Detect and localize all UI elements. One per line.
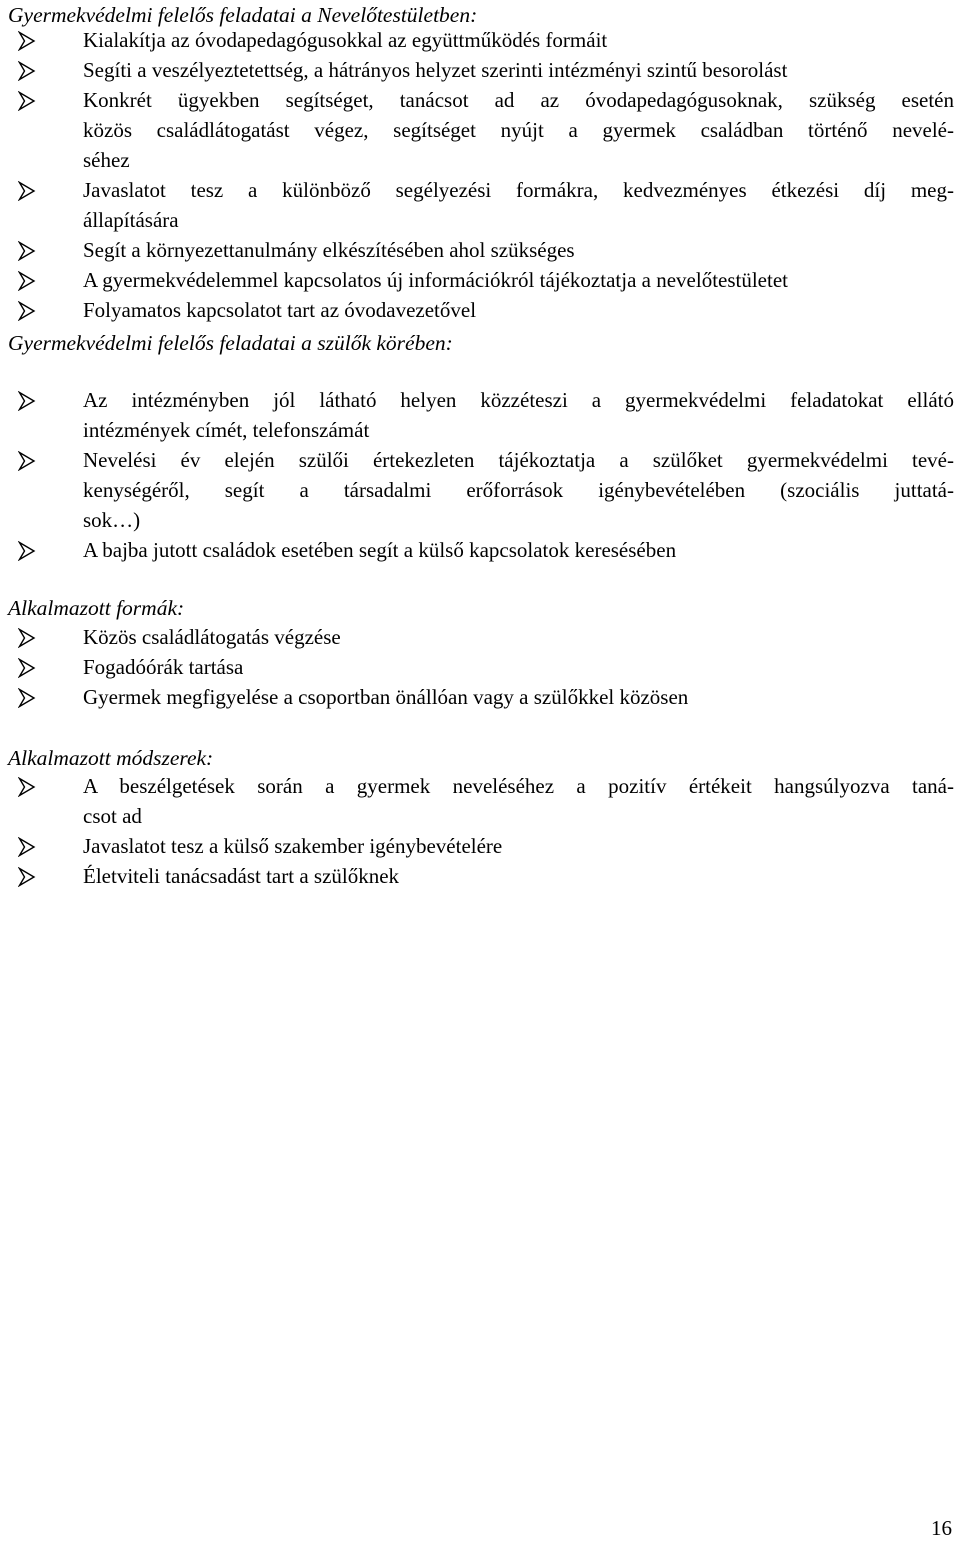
arrowhead-bullet-icon — [18, 867, 36, 887]
list-item-text-line: csot ad — [83, 804, 142, 828]
arrowhead-bullet-icon — [18, 31, 36, 51]
section-heading: Gyermekvédelmi felelős feladatai a Nevelőtestületben: — [8, 3, 478, 27]
arrowhead-bullet-icon — [18, 271, 36, 291]
arrowhead-bullet-icon — [18, 451, 36, 471]
list-item-text-line: Nevelési év elején szülői értekezleten tájékoztatja a szülőket gyermekvédelmi tevé- — [83, 448, 954, 472]
arrowhead-bullet-icon — [18, 628, 36, 648]
list-item-text-line: Javaslatot tesz a különböző segélyezési formákra, kedvezményes étkezési díj meg- — [83, 178, 954, 202]
arrowhead-bullet-icon — [18, 837, 36, 857]
list-item-text-line: Kialakítja az óvodapedagógusokkal az együttműködés formáit — [83, 28, 608, 52]
section-heading: Alkalmazott módszerek: — [8, 746, 214, 770]
list-item-text-line: Folyamatos kapcsolatot tart az óvodavezetővel — [83, 298, 477, 322]
list-item-text-line: sok…) — [83, 508, 141, 532]
list-item-text-line: Fogadóórák tartása — [83, 655, 244, 679]
list-item-text-line: Konkrét ügyekben segítséget, tanácsot ad az óvodapedagógusoknak, szükség esetén — [83, 88, 954, 112]
list-item-text-line: Segít a környezettanulmány elkészítésében ahol szükséges — [83, 238, 575, 262]
list-item-text-line: Gyermek megfigyelése a csoportban önállóan vagy a szülőkkel közösen — [83, 685, 689, 709]
list-item-text-line: kenységéről, segít a társadalmi erőforrások igénybevételében (szociális juttatá- — [83, 478, 954, 502]
list-item-text-line: Az intézményben jól látható helyen közzéteszi a gyermekvédelmi feladatokat ellátó — [83, 388, 954, 412]
arrowhead-bullet-icon — [18, 688, 36, 708]
section-heading: Alkalmazott formák: — [8, 596, 185, 620]
arrowhead-bullet-icon — [18, 391, 36, 411]
list-item-text-line: A gyermekvédelemmel kapcsolatos új információkról tájékoztatja a nevelőtestületet — [83, 268, 788, 292]
arrowhead-bullet-icon — [18, 61, 36, 81]
arrowhead-bullet-icon — [18, 658, 36, 678]
list-item-text-line: állapítására — [83, 208, 179, 232]
page-number: 16 — [931, 1516, 952, 1540]
arrowhead-bullet-icon — [18, 301, 36, 321]
arrowhead-bullet-icon — [18, 241, 36, 261]
arrowhead-bullet-icon — [18, 91, 36, 111]
arrowhead-bullet-icon — [18, 541, 36, 561]
list-item-text-line: intézmények címét, telefonszámát — [83, 418, 370, 442]
arrowhead-bullet-icon — [18, 777, 36, 797]
list-item-text-line: A beszélgetések során a gyermek neveléséhez a pozitív értékeit hangsúlyozva taná- — [83, 774, 954, 798]
list-item-text-line: közös családlátogatást végez, segítséget nyújt a gyermek családban történő nevelé- — [83, 118, 954, 142]
list-item-text-line: A bajba jutott családok esetében segít a külső kapcsolatok keresésében — [83, 538, 677, 562]
list-item-text-line: Javaslatot tesz a külső szakember igénybevételére — [83, 834, 503, 858]
list-item-text-line: séhez — [83, 148, 130, 172]
list-item-text-line: Életviteli tanácsadást tart a szülőknek — [83, 864, 400, 888]
section-heading: Gyermekvédelmi felelős feladatai a szülők körében: — [8, 331, 453, 355]
list-item-text-line: Segíti a veszélyeztetettség, a hátrányos helyzet szerinti intézményi szintű besorolást — [83, 58, 788, 82]
list-item-text-line: Közös családlátogatás végzése — [83, 625, 341, 649]
arrowhead-bullet-icon — [18, 181, 36, 201]
